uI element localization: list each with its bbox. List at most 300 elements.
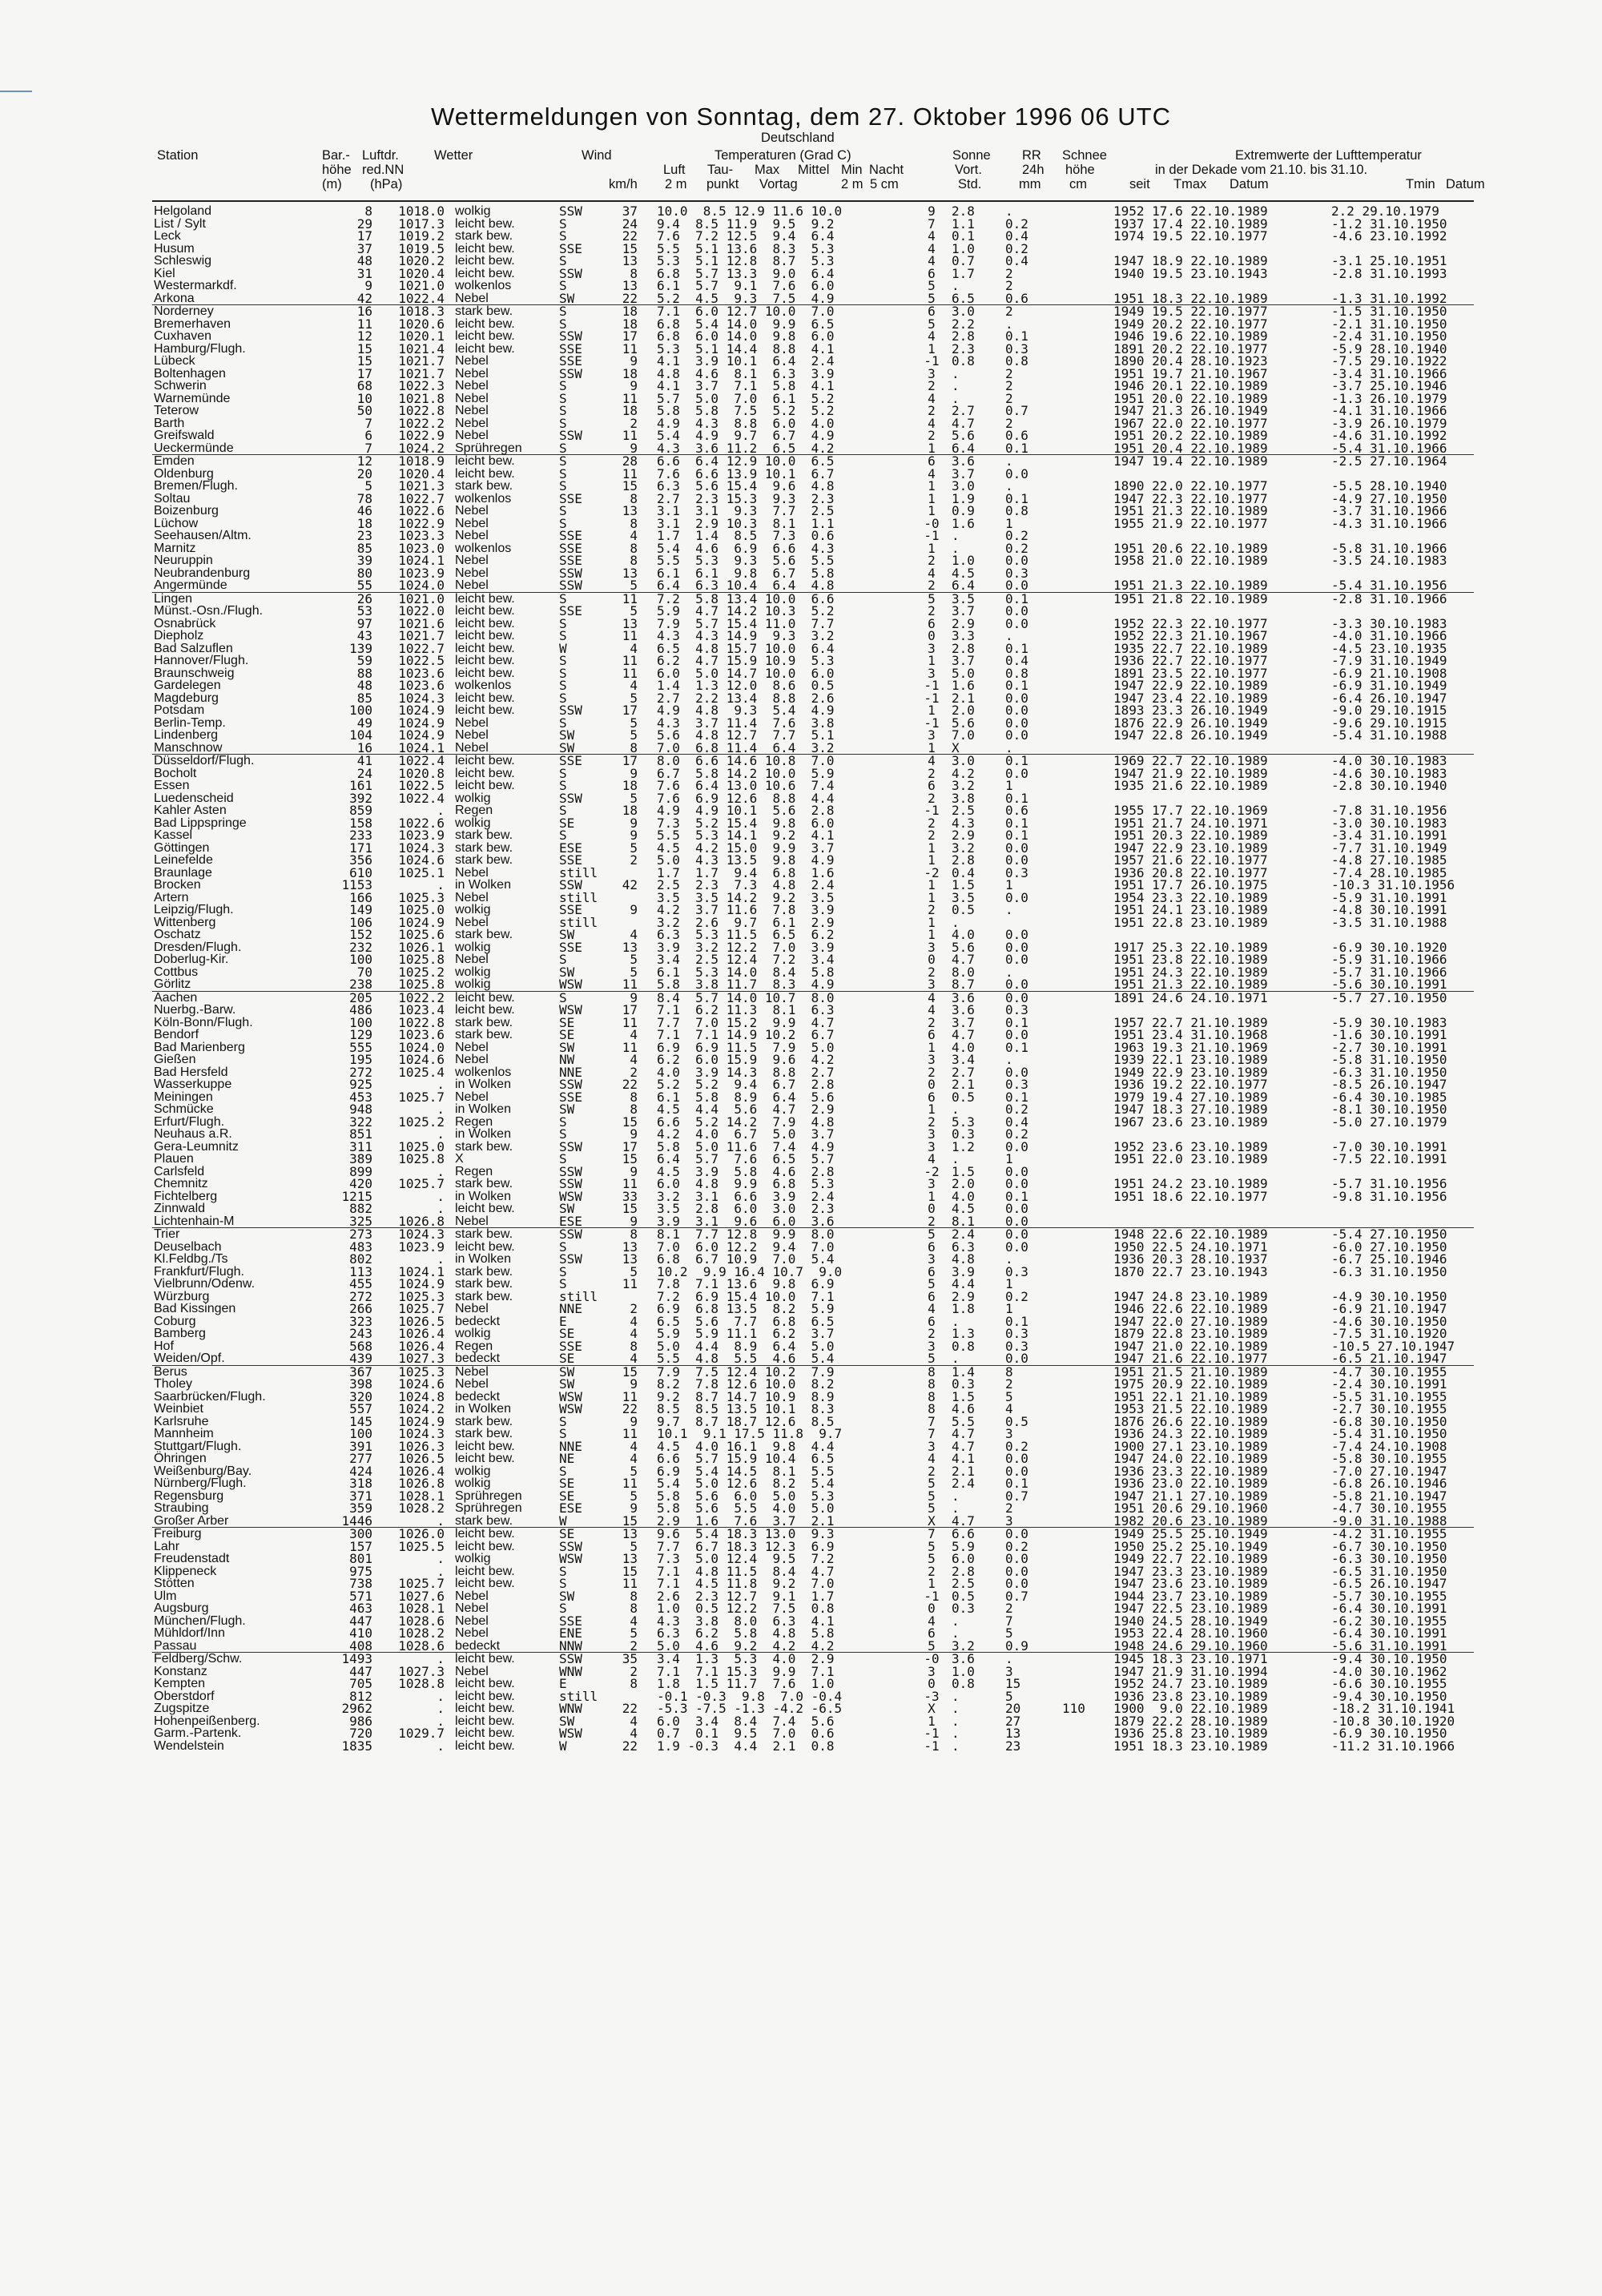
- cell-temp-5cm: -2: [924, 864, 940, 880]
- cell-wind-dir: SE: [559, 1014, 575, 1030]
- cell-wind-dir: ESE: [559, 1213, 582, 1229]
- cell-bar: 557: [349, 1401, 372, 1416]
- cell-sun: .: [952, 1102, 960, 1117]
- cell-station: Mannheim: [154, 1427, 214, 1440]
- cell-wind-speed: 8: [630, 739, 638, 755]
- cell-tmax: 1955 21.9 22.10.1977: [1113, 515, 1268, 531]
- cell-luftdr: 1024.9: [398, 1276, 445, 1291]
- cell-station: Carlsfeld: [154, 1164, 205, 1178]
- cell-rain: 0.2: [1005, 1288, 1028, 1304]
- cell-station: Garm.-Partenk.: [154, 1726, 242, 1740]
- cell-temp-5cm: 2: [928, 1064, 936, 1080]
- cell-temps: 3.4 2.5 12.4 7.2 3.4: [657, 952, 835, 967]
- cell-wind-dir: W: [559, 1738, 567, 1754]
- cell-temp-5cm: 1: [928, 1576, 936, 1591]
- cell-wind-speed: 9: [630, 1376, 638, 1392]
- cell-tmax: 1946 22.6 22.10.1989: [1113, 1301, 1268, 1316]
- cell-bar: 720: [349, 1726, 372, 1741]
- cell-wind-dir: SW: [559, 290, 575, 306]
- cell-temps: 6.4 5.7 7.6 6.5 5.7: [657, 1151, 835, 1166]
- cell-tmax: 1935 21.6 22.10.1989: [1113, 778, 1268, 793]
- cell-temps: 7.9 7.5 12.4 10.2 7.9: [657, 1364, 835, 1380]
- cell-rain: 0.6: [1005, 803, 1028, 818]
- cell-wind-speed: 22: [622, 1738, 638, 1754]
- cell-tmin: -5.8 31.10.1950: [1331, 1052, 1447, 1067]
- cell-wind-speed: 37: [622, 203, 638, 219]
- station-group: [152, 1527, 1474, 1652]
- cell-sun: 0.7: [952, 253, 975, 268]
- cell-bar: 106: [349, 914, 372, 930]
- cell-tmin: -6.9 30.10.1920: [1331, 939, 1447, 955]
- cell-tmin: -2.4 31.10.1950: [1331, 328, 1447, 344]
- cell-bar: 1215: [341, 1188, 372, 1204]
- cell-wind-speed: 2: [630, 1301, 638, 1316]
- cell-rain: 0.4: [1005, 653, 1028, 668]
- cell-rain: 0.3: [1005, 1077, 1028, 1092]
- cell-luftdr: 1023.9: [398, 565, 445, 581]
- cell-tmax: 1947 21.1 27.10.1989: [1113, 1488, 1268, 1504]
- cell-wind-dir: still: [559, 1688, 598, 1704]
- cell-station: Berus: [154, 1364, 187, 1379]
- cell-wetter: stark bew.: [455, 1414, 513, 1428]
- cell-tmax: 1900 9.0 22.10.1989: [1113, 1701, 1268, 1716]
- cell-wind-speed: 5: [630, 715, 638, 731]
- cell-rain: 0.0: [1005, 1176, 1028, 1191]
- cell-sun: 6.4: [952, 440, 975, 456]
- cell-temp-5cm: 5: [928, 1538, 936, 1554]
- cell-temp-5cm: 2: [928, 553, 936, 568]
- cell-wind-speed: 5: [630, 1625, 638, 1641]
- cell-temp-5cm: X: [928, 1513, 936, 1529]
- cell-tmax: 1951 22.1 21.10.1989: [1113, 1388, 1268, 1404]
- cell-tmax: 1949 19.5 22.10.1977: [1113, 304, 1268, 319]
- cell-luftdr: 1029.7: [398, 1726, 445, 1741]
- cell-wind-dir: W: [559, 640, 567, 656]
- cell-rain: 2: [1005, 378, 1013, 393]
- cell-luftdr: 1023.9: [398, 1239, 445, 1255]
- cell-temp-5cm: 3: [928, 1052, 936, 1067]
- cell-wetter: wolkig: [455, 940, 491, 954]
- cell-sun: .: [952, 365, 960, 381]
- cell-luftdr: .: [437, 1163, 445, 1179]
- cell-wetter: leicht bew.: [455, 1738, 515, 1753]
- cell-tmax: 1953 22.4 28.10.1960: [1113, 1625, 1268, 1641]
- cell-sun: 4.7: [952, 1426, 975, 1441]
- cell-wind-speed: 4: [630, 1451, 638, 1466]
- cell-wind-dir: SSW: [559, 1651, 582, 1666]
- cell-station: Kl.Feldbg./Ts: [154, 1252, 228, 1266]
- cell-tmax: 1948 24.6 29.10.1960: [1113, 1637, 1268, 1654]
- cell-station: Oschatz: [154, 928, 201, 941]
- header-mm: mm: [1019, 177, 1041, 191]
- cell-temps: 3.4 1.3 5.3 4.0 2.9: [657, 1651, 835, 1666]
- cell-tmax: 1975 20.9 22.10.1989: [1113, 1376, 1268, 1392]
- cell-tmin: -2.7 30.10.1955: [1331, 1401, 1447, 1416]
- cell-tmax: 1870 22.7 23.10.1943: [1113, 1263, 1268, 1279]
- cell-bar: 31: [356, 265, 372, 281]
- cell-rain: .: [1005, 1651, 1013, 1666]
- cell-bar: 70: [356, 964, 372, 980]
- cell-wind-speed: 5: [630, 790, 638, 806]
- cell-luftdr: 1026.4: [398, 1326, 445, 1341]
- cell-sun: 4.7: [952, 1438, 975, 1454]
- cell-tmin: -6.4 30.10.1985: [1331, 1089, 1447, 1105]
- header-datum2: Datum: [1446, 177, 1485, 191]
- cell-rain: 0.1: [1005, 678, 1028, 693]
- cell-wetter: leicht bew.: [455, 216, 515, 231]
- cell-station: Neuhaus a.R.: [154, 1127, 232, 1141]
- cell-bar: 6: [364, 428, 372, 443]
- cell-temps: 5.9 5.9 11.1 6.2 3.7: [657, 1326, 835, 1341]
- cell-wind-speed: 11: [622, 390, 638, 406]
- cell-wetter: leicht bew.: [455, 1677, 515, 1690]
- cell-rain: 0.1: [1005, 790, 1028, 806]
- cell-sun: 2.8: [952, 203, 975, 219]
- header-seit: seit: [1129, 177, 1150, 191]
- header-luftdr3: (hPa): [370, 177, 403, 191]
- cell-luftdr: .: [437, 1701, 445, 1716]
- cell-bar: 85: [356, 540, 372, 556]
- cell-sun: 5.5: [952, 1413, 975, 1429]
- cell-luftdr: 1020.6: [398, 316, 445, 332]
- cell-wetter: leicht bew.: [455, 754, 515, 767]
- cell-tmax: 1947 21.0 22.10.1989: [1113, 1338, 1268, 1354]
- cell-rain: 0.0: [1005, 1551, 1028, 1566]
- cell-sun: 4.7: [952, 1027, 975, 1042]
- cell-bar: 26: [356, 590, 372, 606]
- cell-temp-5cm: 1: [928, 914, 936, 930]
- cell-temps: 5.5 5.3 9.3 5.6 5.5: [657, 553, 835, 568]
- cell-sun: 3.3: [952, 628, 975, 643]
- cell-tmin: -1.3 26.10.1979: [1331, 390, 1447, 406]
- cell-wetter: wolkig: [455, 965, 491, 979]
- cell-luftdr: 1022.4: [398, 790, 445, 806]
- cell-wetter: stark bew.: [455, 1513, 513, 1528]
- cell-luftdr: .: [437, 1688, 445, 1704]
- cell-bar: 483: [349, 1239, 372, 1255]
- cell-tmin: -7.4 28.10.1985: [1331, 864, 1447, 880]
- cell-wind-speed: 5: [630, 727, 638, 743]
- cell-rain: 8: [1005, 1364, 1013, 1380]
- cell-temps: 10.0 8.5 12.9 11.6 10.0: [657, 203, 843, 219]
- cell-station: Bad Salzuflen: [154, 641, 233, 655]
- cell-wind-speed: 9: [630, 440, 638, 456]
- cell-temps: 1.4 1.3 12.0 8.6 0.5: [657, 678, 835, 693]
- header-dekade: in der Dekade vom 21.10. bis 31.10.: [1155, 163, 1368, 177]
- cell-bar: 59: [356, 653, 372, 668]
- cell-sun: 3.2: [952, 778, 975, 793]
- cell-wind-dir: still: [559, 914, 598, 930]
- cell-wetter: stark bew.: [455, 479, 513, 493]
- cell-rain: 0.0: [1005, 1563, 1028, 1579]
- cell-wind-dir: SSW: [559, 1138, 582, 1154]
- cell-temps: 5.5 5.1 13.6 8.3 5.3: [657, 240, 835, 256]
- cell-wetter: leicht bew.: [455, 766, 515, 780]
- cell-tmax: 1967 23.6 23.10.1989: [1113, 1114, 1268, 1130]
- cell-luftdr: 1025.7: [398, 1576, 445, 1591]
- header-luftdr2: red.NN: [362, 163, 405, 177]
- cell-tmax: 1948 22.6 22.10.1989: [1113, 1227, 1268, 1242]
- cell-wind-dir: SSW: [559, 365, 582, 381]
- cell-rain: 2: [1005, 365, 1013, 381]
- cell-wind-dir: S: [559, 378, 567, 393]
- cell-tmax: 1952 24.7 23.10.1989: [1113, 1676, 1268, 1691]
- cell-wind-speed: 9: [630, 1126, 638, 1142]
- cell-wind-dir: still: [559, 889, 598, 905]
- cell-sun: .: [952, 528, 960, 543]
- cell-wind-speed: 13: [622, 253, 638, 268]
- cell-rain: 0.0: [1005, 1526, 1028, 1541]
- cell-rain: 0.3: [1005, 1263, 1028, 1279]
- cell-bar: 48: [356, 253, 372, 268]
- cell-wetter: Regen: [455, 1114, 493, 1129]
- cell-wind-speed: 22: [622, 290, 638, 306]
- cell-wind-dir: SSE: [559, 902, 582, 917]
- cell-bar: 161: [349, 778, 372, 793]
- cell-temp-5cm: -0: [924, 1651, 940, 1666]
- cell-luftdr: .: [437, 1201, 445, 1216]
- cell-tmin: -7.4 24.10.1908: [1331, 1438, 1447, 1454]
- cell-tmin: -9.6 29.10.1915: [1331, 715, 1447, 731]
- cell-wetter: wolkenlos: [455, 541, 512, 555]
- cell-sun: 3.7: [952, 465, 975, 481]
- cell-wetter: Nebel: [455, 1302, 489, 1315]
- cell-station: München/Flugh.: [154, 1613, 246, 1628]
- cell-station: Kassel: [154, 828, 193, 842]
- cell-wetter: Nebel: [455, 391, 489, 405]
- cell-temp-5cm: 6: [928, 265, 936, 281]
- cell-wind-dir: S: [559, 1114, 567, 1130]
- cell-tmax: 1891 24.6 24.10.1971: [1113, 989, 1268, 1005]
- cell-bar: 42: [356, 290, 372, 306]
- cell-tmin: -4.8 27.10.1985: [1331, 852, 1447, 868]
- cell-wetter: Nebel: [455, 1090, 489, 1104]
- cell-temps: 7.1 7.1 14.9 10.2 6.7: [657, 1027, 835, 1042]
- cell-wetter: Nebel: [455, 728, 489, 742]
- cell-wind-dir: WSW: [559, 1388, 582, 1404]
- cell-tmin: -5.9 28.10.1940: [1331, 340, 1447, 356]
- cell-rain: 0.1: [1005, 1014, 1028, 1030]
- cell-wind-dir: WSW: [559, 977, 582, 992]
- cell-rain: 0.0: [1005, 889, 1028, 905]
- cell-wind-speed: 4: [630, 1351, 638, 1366]
- cell-bar: 447: [349, 1663, 372, 1679]
- cell-wetter: Sprühregen: [455, 441, 522, 455]
- cell-tmax: 1974 19.5 22.10.1977: [1113, 228, 1268, 244]
- cell-temps: 9.6 5.4 18.3 13.0 9.3: [657, 1526, 835, 1541]
- cell-bar: 277: [349, 1451, 372, 1466]
- cell-wind-dir: SSW: [559, 1227, 582, 1242]
- cell-sun: 1.5: [952, 1388, 975, 1404]
- cell-temps: 5.8 5.0 11.6 7.4 4.9: [657, 1138, 835, 1154]
- cell-sun: 2.8: [952, 328, 975, 344]
- cell-temp-5cm: 3: [928, 665, 936, 681]
- cell-wetter: leicht bew.: [455, 654, 515, 667]
- cell-wind-dir: SSE: [559, 852, 582, 868]
- cell-temp-5cm: 1: [928, 503, 936, 518]
- cell-tmax: 1951 20.6 22.10.1989: [1113, 540, 1268, 556]
- cell-wind-dir: SSE: [559, 340, 582, 356]
- cell-rain: 0.0: [1005, 939, 1028, 955]
- cell-sun: 0.3: [952, 1376, 975, 1392]
- cell-sun: .: [952, 390, 960, 406]
- cell-luftdr: 1023.4: [398, 1002, 445, 1017]
- cell-wetter: leicht bew.: [455, 1439, 515, 1453]
- cell-tmax: 1969 22.7 22.10.1989: [1113, 753, 1268, 768]
- cell-tmax: 1947 18.3 27.10.1989: [1113, 1102, 1268, 1117]
- cell-tmin: -4.7 30.10.1955: [1331, 1364, 1447, 1380]
- cell-luftdr: 1021.3: [398, 478, 445, 493]
- cell-luftdr: 1025.0: [398, 902, 445, 917]
- cell-wind-speed: 11: [622, 653, 638, 668]
- cell-temp-5cm: 5: [928, 316, 936, 332]
- cell-temp-5cm: -2: [924, 1163, 940, 1179]
- header-luft2: 2 m: [665, 177, 687, 191]
- cell-temp-5cm: 2: [928, 790, 936, 806]
- cell-sun: 2.1: [952, 1463, 975, 1479]
- cell-wetter: Nebel: [455, 1377, 489, 1391]
- page-title: Wettermeldungen von Sonntag, dem 27. Oktober 1996 06 UTC: [431, 103, 1171, 131]
- cell-tmin: -10.3 31.10.1956: [1331, 877, 1455, 892]
- cell-wind-speed: 5: [630, 952, 638, 967]
- cell-wetter: Nebel: [455, 1589, 489, 1603]
- cell-wetter: leicht bew.: [455, 629, 515, 642]
- cell-wind-speed: 18: [622, 304, 638, 319]
- cell-rain: 0.4: [1005, 228, 1028, 244]
- cell-station: Schmücke: [154, 1102, 214, 1116]
- cell-temp-5cm: 2: [928, 603, 936, 618]
- cell-luftdr: 1022.3: [398, 378, 445, 393]
- cell-wind-dir: SW: [559, 927, 575, 942]
- cell-tmin: -5.6 30.10.1991: [1331, 977, 1447, 992]
- cell-rain: 0.0: [1005, 603, 1028, 618]
- cell-wetter: wolkig: [455, 816, 491, 830]
- cell-station: Würzburg: [154, 1289, 210, 1303]
- cell-station: Passau: [154, 1638, 197, 1653]
- cell-rain: 4: [1005, 1401, 1013, 1416]
- cell-temps: 0.7 0.1 9.5 7.0 0.6: [657, 1726, 835, 1741]
- cell-luftdr: 1018.0: [398, 203, 445, 219]
- header-deutschland: Deutschland: [761, 131, 835, 145]
- cell-tmin: -4.0 31.10.1966: [1331, 628, 1447, 643]
- cell-bar: 410: [349, 1625, 372, 1641]
- cell-luftdr: 1024.9: [398, 715, 445, 731]
- cell-rain: 0.0: [1005, 1027, 1028, 1042]
- cell-wind-speed: 8: [630, 1676, 638, 1691]
- cell-wind-dir: NE: [559, 1451, 575, 1466]
- header-nacht: Nacht: [869, 163, 904, 177]
- cell-wind-dir: S: [559, 415, 567, 431]
- cell-bar: 975: [349, 1563, 372, 1579]
- cell-luftdr: 1025.3: [398, 1364, 445, 1380]
- cell-wind-speed: 15: [622, 1151, 638, 1166]
- cell-rain: 0.8: [1005, 665, 1028, 681]
- cell-temps: 6.9 5.4 14.5 8.1 5.5: [657, 1463, 835, 1479]
- cell-temps: 6.6 6.4 12.9 10.0 6.5: [657, 453, 835, 469]
- cell-temp-5cm: 8: [928, 1388, 936, 1404]
- cell-temp-5cm: 5: [928, 1276, 936, 1291]
- cell-rain: 0.1: [1005, 753, 1028, 768]
- cell-bar: 1493: [341, 1651, 372, 1666]
- cell-station: Nürnberg/Flugh.: [154, 1476, 247, 1490]
- cell-temps: 8.5 8.5 13.5 10.1 8.3: [657, 1401, 835, 1416]
- cell-temp-5cm: 1: [928, 653, 936, 668]
- cell-station: Aachen: [154, 990, 198, 1005]
- cell-luftdr: 1020.2: [398, 253, 445, 268]
- cell-temp-5cm: -1: [924, 715, 940, 731]
- cell-wind-speed: 4: [630, 1326, 638, 1341]
- cell-wind-speed: 8: [630, 1089, 638, 1105]
- cell-wind-speed: 22: [622, 1701, 638, 1716]
- cell-luftdr: 1021.7: [398, 353, 445, 369]
- cell-temps: 6.3 5.6 15.4 9.6 4.8: [657, 478, 835, 493]
- cell-sun: 5.9: [952, 1538, 975, 1554]
- cell-tmin: -6.3 31.10.1950: [1331, 1263, 1447, 1279]
- cell-luftdr: 1021.7: [398, 365, 445, 381]
- cell-temps: 6.8 6.0 14.0 9.8 6.0: [657, 328, 835, 344]
- cell-luftdr: .: [437, 1651, 445, 1666]
- cell-station: Meiningen: [154, 1090, 213, 1104]
- cell-tmin: -1.2 31.10.1950: [1331, 216, 1447, 232]
- cell-bar: 8: [364, 203, 372, 219]
- cell-station: Oldenburg: [154, 466, 214, 481]
- cell-bar: 46: [356, 503, 372, 518]
- cell-luftdr: 1021.4: [398, 340, 445, 356]
- cell-sun: 2.4: [952, 1227, 975, 1242]
- table-row: [0, 1352, 1602, 1365]
- cell-temp-5cm: 6: [928, 1288, 936, 1304]
- cell-temps: 5.0 4.6 9.2 4.2 4.2: [657, 1637, 835, 1654]
- cell-sun: 6.4: [952, 578, 975, 593]
- cell-wetter: Nebel: [455, 1053, 489, 1066]
- cell-wetter: leicht bew.: [455, 266, 515, 280]
- cell-wind-dir: SSW: [559, 203, 582, 219]
- cell-luftdr: 1025.0: [398, 1138, 445, 1154]
- cell-tmin: -5.4 31.10.1988: [1331, 727, 1447, 743]
- cell-wind-dir: still: [559, 864, 598, 880]
- cell-wetter: wolkig: [455, 204, 491, 218]
- cell-temps: 2.7 2.2 13.4 8.8 2.6: [657, 690, 835, 706]
- cell-bar: 145: [349, 1413, 372, 1429]
- cell-bar: 571: [349, 1588, 372, 1604]
- cell-station: Magdeburg: [154, 691, 219, 705]
- cell-rain: 5: [1005, 1688, 1013, 1704]
- cell-sun: 2.9: [952, 828, 975, 843]
- cell-rain: 0.2: [1005, 1538, 1028, 1554]
- cell-temps: 5.3 5.1 12.8 8.7 5.3: [657, 253, 835, 268]
- cell-wind-speed: 8: [630, 1227, 638, 1242]
- cell-wind-speed: 11: [622, 1176, 638, 1191]
- cell-temps: 5.7 5.0 7.0 6.1 5.2: [657, 390, 835, 406]
- cell-station: Erfurt/Flugh.: [154, 1114, 225, 1129]
- cell-wind-speed: 5: [630, 603, 638, 618]
- cell-luftdr: 1023.6: [398, 1027, 445, 1042]
- cell-wind-dir: S: [559, 765, 567, 781]
- header-rule: [152, 200, 1474, 202]
- cell-temp-5cm: -1: [924, 353, 940, 369]
- cell-bar: 925: [349, 1077, 372, 1092]
- cell-wind-dir: SSE: [559, 1089, 582, 1105]
- cell-wind-speed: 8: [630, 515, 638, 531]
- cell-wind-dir: S: [559, 1239, 567, 1255]
- cell-sun: 4.5: [952, 565, 975, 581]
- cell-wetter: bedeckt: [455, 1389, 501, 1404]
- cell-tmin: -6.5 26.10.1947: [1331, 1576, 1447, 1591]
- cell-rain: 0.0: [1005, 1239, 1028, 1255]
- cell-rain: 0.1: [1005, 1313, 1028, 1329]
- cell-tmax: 1982 20.6 23.10.1989: [1113, 1513, 1268, 1529]
- cell-bar: 100: [349, 1014, 372, 1030]
